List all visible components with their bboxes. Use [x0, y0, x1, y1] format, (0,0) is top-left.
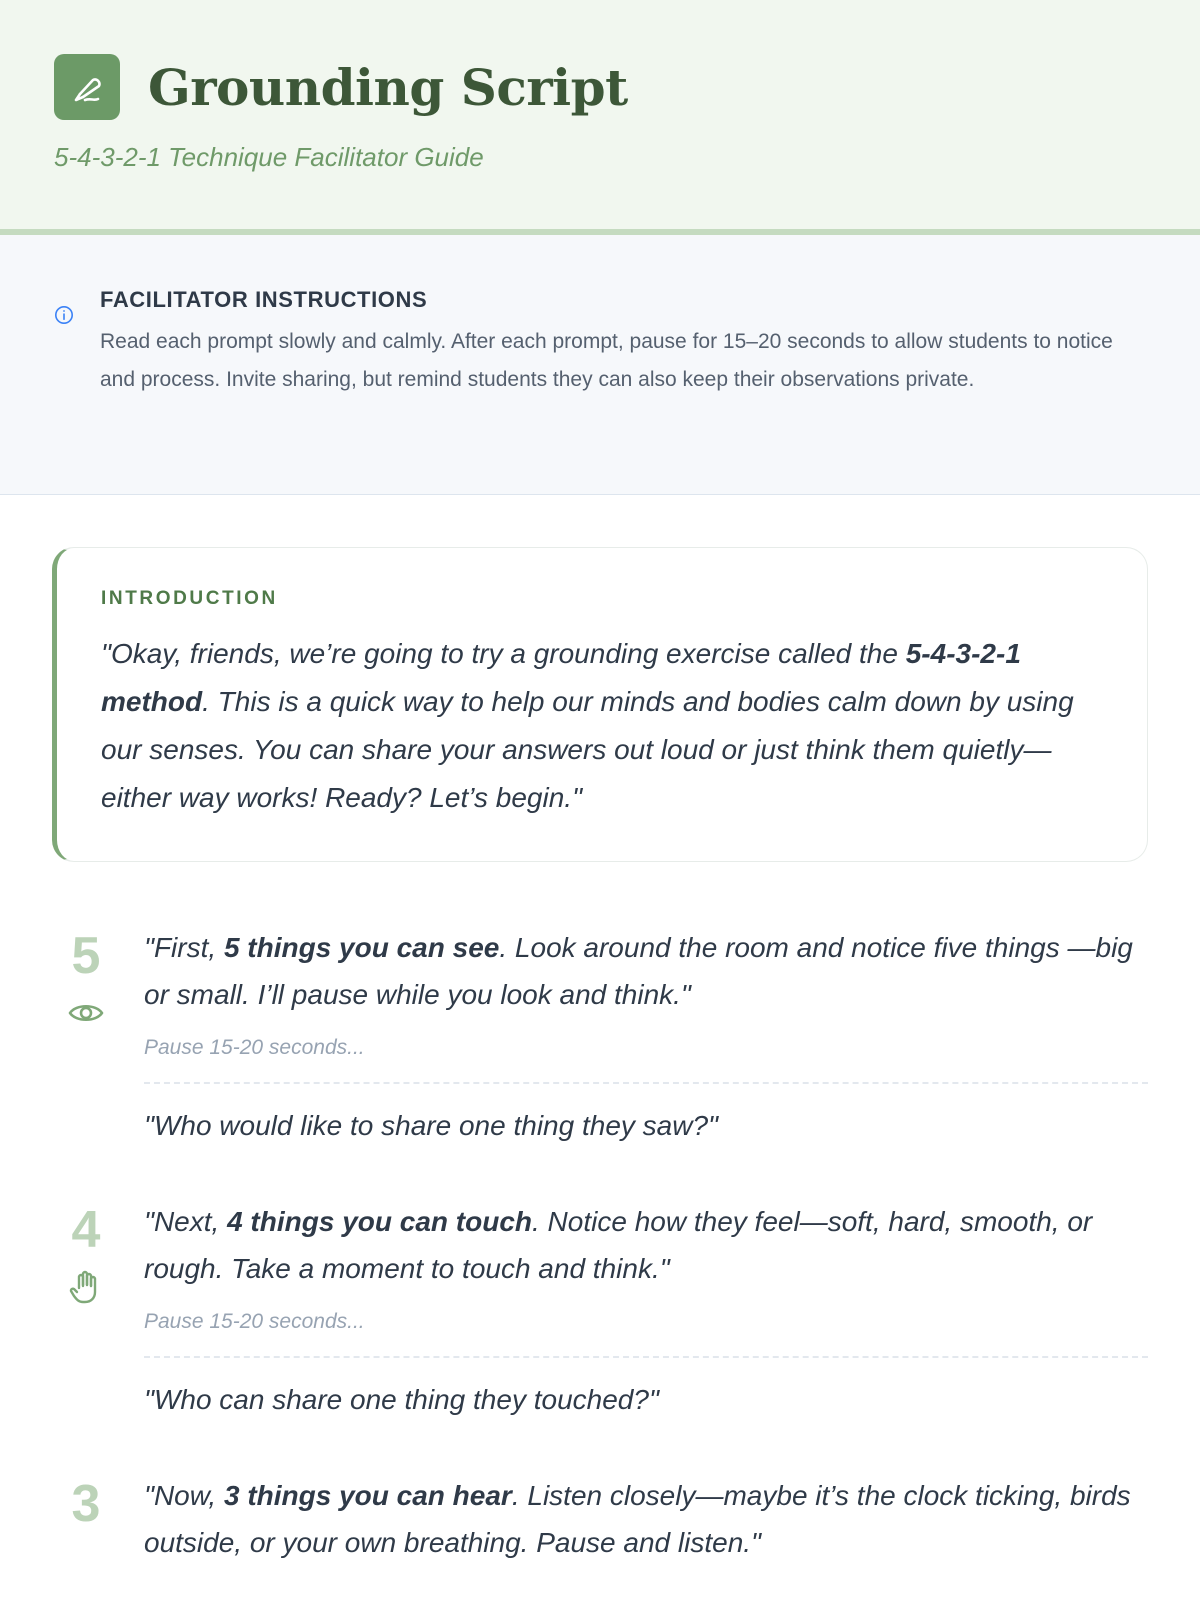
step-number: 3: [71, 1475, 101, 1533]
step-3: [52, 1476, 1148, 1566]
followup-question: "Who can share one thing they touched?": [144, 1384, 659, 1415]
script-content: [0, 495, 1200, 1566]
followup-question: "Who would like to share one thing they saw?": [144, 1110, 718, 1141]
prompt-start: "Next,: [144, 1206, 228, 1237]
step-marker: [52, 928, 144, 1146]
eye-icon: [67, 994, 105, 1032]
step-body: [144, 1202, 1148, 1420]
prompt-bold: 4 things you can touch: [227, 1206, 532, 1237]
dashed-divider: [144, 1082, 1148, 1084]
step-number: 4: [71, 1201, 101, 1259]
step-prompt: [144, 1472, 1148, 1566]
intro-text-end: . This is a quick way to help our minds and bodies calm down by using our senses. You can share your answers out loud or just think them quietly—either way works! Ready? Let’s begin.": [101, 686, 1074, 813]
pause-note: Pause 15-20 seconds...: [144, 1310, 365, 1333]
prompt-end: . Look around the room and notice five things —big or small. I’ll pause while you look and think.": [144, 932, 1133, 1010]
title-row: [54, 54, 1146, 120]
dashed-divider: [144, 1356, 1148, 1358]
intro-text-start: "Okay, friends, we’re going to try a grounding exercise called the: [101, 638, 906, 669]
step-body: [144, 1476, 1148, 1566]
pen-icon: [54, 54, 120, 120]
step-4: [52, 1202, 1148, 1420]
prompt-start: "First,: [144, 932, 224, 963]
introduction-card: [52, 547, 1148, 862]
info-icon: [54, 305, 74, 325]
pause-note: Pause 15-20 seconds...: [144, 1036, 365, 1059]
prompt-start: "Now,: [144, 1480, 224, 1511]
step-body: [144, 928, 1148, 1146]
prompt-end: . Listen closely—maybe it’s the clock ticking, birds outside, or your own breathing. Pause and listen.": [144, 1480, 1131, 1558]
step-prompt: [144, 924, 1148, 1018]
step-prompt: [144, 1198, 1148, 1292]
introduction-label: INTRODUCTION: [101, 588, 278, 609]
page-title: Grounding Script: [148, 57, 628, 117]
facilitator-instructions: [0, 235, 1200, 495]
page-header: [0, 0, 1200, 235]
step-5: [52, 928, 1148, 1146]
prompt-bold: 3 things you can hear: [223, 1480, 512, 1511]
hand-icon: [67, 1268, 105, 1306]
page-subtitle: 5-4-3-2-1 Technique Facilitator Guide: [54, 142, 484, 172]
prompt-end: . Notice how they feel—soft, hard, smooth, or rough. Take a moment to touch and think.": [144, 1206, 1093, 1284]
intro-text-bold: 5-4-3-2-1 method: [101, 638, 1021, 717]
prompt-bold: 5 things you can see: [223, 932, 500, 963]
step-number: 5: [71, 927, 101, 985]
introduction-text: [101, 630, 1103, 822]
step-marker: [52, 1476, 144, 1566]
instructions-title: FACILITATOR INSTRUCTIONS: [100, 287, 428, 312]
instructions-body: [100, 287, 1140, 494]
step-marker: [52, 1202, 144, 1420]
instructions-text: Read each prompt slowly and calmly. After each prompt, pause for 15–20 seconds to allow students to notice and process. Invite sharing, but remind students they can also keep their observations private.: [100, 330, 1113, 391]
